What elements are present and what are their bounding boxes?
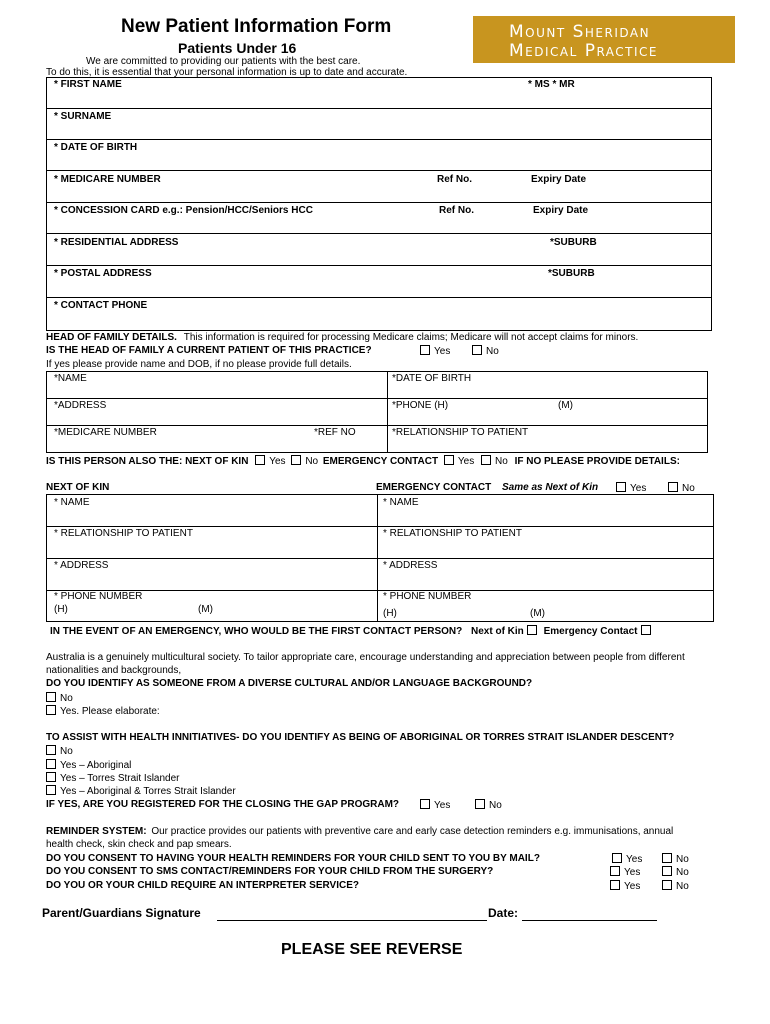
ec-heading-line [376, 482, 598, 493]
hof-heading-note: This information is required for processing Medicare claims; Medicare will not accept claims for minors. [183, 332, 639, 343]
hof-phone-h-field[interactable]: *PHONE (H) [392, 400, 449, 411]
hof-details-box [46, 371, 708, 453]
residential-address-field[interactable]: * RESIDENTIAL ADDRESS [54, 237, 179, 248]
also-tail: IF NO PLEASE PROVIDE DETAILS: [514, 456, 680, 467]
logo-line-1: Mount Sheridan [509, 22, 651, 42]
concession-ref-field[interactable]: Ref No. [439, 205, 474, 216]
concession-expiry-field[interactable]: Expiry Date [533, 205, 589, 216]
nok-phone-field[interactable]: * PHONE NUMBER [54, 591, 143, 602]
also-emergency: EMERGENCY CONTACT [322, 456, 439, 467]
date-line[interactable] [522, 920, 657, 921]
form-title: New Patient Information Form [121, 16, 392, 37]
consent-mail-no[interactable]: No [662, 853, 689, 865]
nok-yes-checkbox[interactable] [255, 455, 265, 465]
atsi-option[interactable]: Yes – Torres Strait Islander [46, 772, 180, 784]
form-subtitle: Patients Under 16 [178, 40, 297, 56]
first-name-field[interactable]: * FIRST NAME [54, 79, 122, 90]
nok-relationship-field[interactable]: * RELATIONSHIP TO PATIENT [54, 528, 193, 539]
hof-yes-option[interactable]: Yes [420, 345, 450, 357]
reminder-text-2: health check, skin check and pap smears. [46, 839, 232, 850]
hof-no-option[interactable]: No [472, 345, 499, 357]
first-contact-ec: Emergency Contact [543, 626, 638, 637]
patient-details-box [46, 77, 712, 331]
postal-address-field[interactable]: * POSTAL ADDRESS [54, 268, 152, 279]
first-contact-question: IN THE EVENT OF AN EMERGENCY, WHO WOULD BE THE FIRST CONTACT PERSON? [50, 626, 463, 637]
interpreter-question: DO YOU OR YOUR CHILD REQUIRE AN INTERPRETER SERVICE? [46, 880, 360, 891]
first-contact-ec-checkbox[interactable] [641, 625, 651, 635]
checkbox-icon[interactable] [612, 853, 622, 863]
hof-relationship-field[interactable]: *RELATIONSHIP TO PATIENT [392, 427, 529, 438]
cultural-intro-1: Australia is a genuinely multicultural society. To tailor appropriate care, encourage understanding and appreciation between people from different [46, 652, 685, 663]
hof-dob-field[interactable]: *DATE OF BIRTH [392, 373, 472, 384]
also-question: IS THIS PERSON ALSO THE: NEXT OF KIN [46, 456, 249, 467]
medicare-ref-field[interactable]: Ref No. [437, 174, 472, 185]
medicare-expiry-field[interactable]: Expiry Date [531, 174, 587, 185]
hof-heading: HEAD OF FAMILY DETAILS. [46, 332, 177, 343]
consent-sms-question: DO YOU CONSENT TO SMS CONTACT/REMINDERS FOR YOUR CHILD FROM THE SURGERY? [46, 866, 494, 877]
checkbox-icon[interactable] [46, 785, 56, 795]
checkbox-icon[interactable] [46, 759, 56, 769]
nok-heading: NEXT OF KIN [46, 482, 110, 493]
checkbox-icon[interactable] [46, 772, 56, 782]
hof-phone-m-field[interactable]: (M) [558, 400, 573, 411]
nok-no-checkbox[interactable] [291, 455, 301, 465]
signature-line[interactable] [217, 920, 487, 921]
ec-heading: EMERGENCY CONTACT [376, 482, 492, 493]
title-field[interactable]: * MS * MR [528, 79, 575, 90]
nok-phone-h[interactable]: (H) [54, 604, 68, 615]
reminder-text-1: Our practice provides our patients with preventive care and early case detection reminders e.g. immunisations, annual [151, 826, 674, 837]
hof-heading-line [46, 332, 638, 343]
ec-name-field[interactable]: * NAME [383, 497, 419, 508]
ec-phone-m[interactable]: (M) [530, 608, 545, 619]
ec-relationship-field[interactable]: * RELATIONSHIP TO PATIENT [383, 528, 522, 539]
hof-ref-field[interactable]: *REF NO [314, 427, 356, 438]
checkbox-icon[interactable] [662, 853, 672, 863]
ec-phone-field[interactable]: * PHONE NUMBER [383, 591, 472, 602]
checkbox-icon[interactable] [46, 745, 56, 755]
ec-same-yes-option[interactable]: Yes [616, 482, 646, 494]
checkbox-icon[interactable] [610, 880, 620, 890]
checkbox-icon[interactable] [472, 345, 482, 355]
practice-logo [473, 16, 735, 63]
atsi-option[interactable]: No [46, 745, 73, 757]
gap-question: IF YES, ARE YOU REGISTERED FOR THE CLOSING THE GAP PROGRAM? [46, 799, 400, 810]
first-contact-nok: Next of Kin [471, 626, 524, 637]
medicare-field[interactable]: * MEDICARE NUMBER [54, 174, 161, 185]
atsi-option[interactable]: Yes – Aboriginal & Torres Strait Islander [46, 785, 236, 797]
checkbox-icon[interactable] [662, 880, 672, 890]
consent-sms-yes[interactable]: Yes [610, 866, 640, 878]
ec-phone-h[interactable]: (H) [383, 608, 397, 619]
checkbox-icon[interactable] [662, 866, 672, 876]
dob-field[interactable]: * DATE OF BIRTH [54, 142, 138, 153]
interpreter-yes[interactable]: Yes [610, 880, 640, 892]
nok-address-field[interactable]: * ADDRESS [54, 560, 109, 571]
consent-mail-yes[interactable]: Yes [612, 853, 642, 865]
ec-no-checkbox[interactable] [481, 455, 491, 465]
concession-field[interactable]: * CONCESSION CARD e.g.: Pension/HCC/Seniors HCC [54, 205, 313, 216]
cultural-yes-option[interactable]: Yes. Please elaborate: [46, 705, 160, 717]
hof-question: IS THE HEAD OF FAMILY A CURRENT PATIENT OF THIS PRACTICE? [46, 345, 372, 356]
checkbox-icon[interactable] [46, 692, 56, 702]
atsi-option[interactable]: Yes – Aboriginal [46, 759, 131, 771]
cultural-intro-2: nationalities and backgrounds, [46, 665, 182, 676]
checkbox-icon[interactable] [420, 345, 430, 355]
intro-line-2: To do this, it is essential that your personal information is up to date and accurate. [46, 67, 408, 78]
reminder-label: REMINDER SYSTEM: [46, 826, 147, 837]
checkbox-icon[interactable] [46, 705, 56, 715]
consent-sms-no[interactable]: No [662, 866, 689, 878]
also-question-line: IS THIS PERSON ALSO THE: NEXT OF KIN Yes No EMERGENCY CONTACT Yes No IF NO PLEASE PROVIDE DETAILS: [46, 456, 680, 467]
atsi-question: TO ASSIST WITH HEALTH INNITIATIVES- DO YOU IDENTIFY AS BEING OF ABORIGINAL OR TORRES STRAIT ISLANDER DESCENT? [46, 732, 675, 743]
reminder-line-1 [46, 826, 673, 837]
hof-address-field[interactable]: *ADDRESS [54, 400, 107, 411]
nok-name-field[interactable]: * NAME [54, 497, 90, 508]
checkbox-icon[interactable] [668, 482, 678, 492]
date-label: Date: [488, 906, 519, 920]
contact-phone-field[interactable]: * CONTACT PHONE [54, 300, 148, 311]
surname-field[interactable]: * SURNAME [54, 111, 112, 122]
checkbox-icon[interactable] [420, 799, 430, 809]
postal-suburb-field[interactable]: *SUBURB [548, 268, 595, 279]
ec-same-no-option[interactable]: No [668, 482, 695, 494]
ec-yes-checkbox[interactable] [444, 455, 454, 465]
cultural-question: DO YOU IDENTIFY AS SOMEONE FROM A DIVERSE CULTURAL AND/OR LANGUAGE BACKGROUND? [46, 678, 533, 689]
nok-phone-m[interactable]: (M) [198, 604, 213, 615]
gap-no-option[interactable]: No [475, 799, 502, 811]
ec-same-as: Same as Next of Kin [501, 482, 599, 493]
interpreter-no[interactable]: No [662, 880, 689, 892]
checkbox-icon[interactable] [610, 866, 620, 876]
checkbox-icon[interactable] [475, 799, 485, 809]
first-contact-line [50, 625, 655, 637]
residential-suburb-field[interactable]: *SUBURB [550, 237, 597, 248]
signature-label: Parent/Guardians Signature [42, 906, 201, 920]
cultural-no-option[interactable]: No [46, 692, 73, 704]
intro-line-1: We are committed to providing our patients with the best care. [86, 56, 361, 67]
hof-name-field[interactable]: *NAME [54, 373, 87, 384]
checkbox-icon[interactable] [616, 482, 626, 492]
logo-line-2: Medical Practice [509, 41, 659, 61]
please-see-reverse: PLEASE SEE REVERSE [281, 941, 463, 958]
hof-medicare-field[interactable]: *MEDICARE NUMBER [54, 427, 157, 438]
gap-yes-option[interactable]: Yes [420, 799, 450, 811]
first-contact-nok-checkbox[interactable] [527, 625, 537, 635]
consent-mail-question: DO YOU CONSENT TO HAVING YOUR HEALTH REMINDERS FOR YOUR CHILD SENT TO YOU BY MAIL? [46, 853, 540, 864]
hof-instruction: If yes please provide name and DOB, if no please provide full details. [46, 359, 352, 370]
ec-address-field[interactable]: * ADDRESS [383, 560, 438, 571]
